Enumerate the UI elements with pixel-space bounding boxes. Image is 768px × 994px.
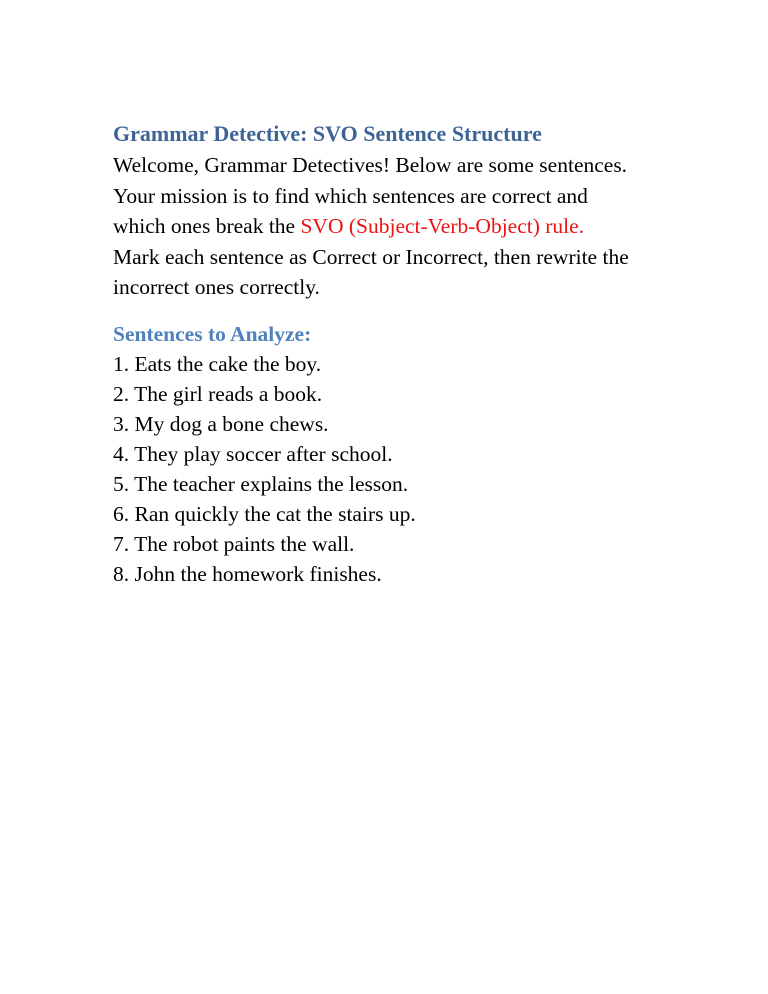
sentence-item: 8. John the homework finishes.	[113, 562, 382, 587]
worksheet-title: Grammar Detective: SVO Sentence Structure	[113, 121, 542, 146]
intro-line-1: Welcome, Grammar Detectives! Below are some sentences.	[113, 153, 628, 177]
sentence-item: 3. My dog a bone chews.	[113, 411, 329, 436]
sentence-item: 5. The teacher explains the lesson.	[113, 471, 409, 496]
worksheet-page	[113, 118, 673, 589]
sentence-item: 2. The girl reads a book.	[113, 381, 323, 406]
sentence-list	[113, 349, 673, 590]
intro-line-2: Your mission is to find which sentences are correct and	[113, 183, 588, 208]
intro-line-3-text: which ones break the	[113, 214, 301, 238]
sentence-item: 7. The robot paints the wall.	[113, 532, 355, 557]
intro-paragraph	[113, 150, 673, 303]
intro-line-5: incorrect ones correctly.	[113, 275, 320, 299]
sentence-item: 6. Ran quickly the cat the stairs up.	[113, 501, 416, 526]
sentence-item: 1. Eats the cake the boy.	[113, 351, 322, 376]
svo-rule-highlight: SVO (Subject-Verb-Object) rule.	[300, 214, 585, 238]
intro-line-3	[113, 211, 673, 242]
sentence-item: 4. They play soccer after school.	[113, 441, 393, 466]
intro-line-4: Mark each sentence as Correct or Incorrect, then rewrite the	[113, 244, 629, 269]
sentences-heading: Sentences to Analyze:	[113, 321, 312, 346]
